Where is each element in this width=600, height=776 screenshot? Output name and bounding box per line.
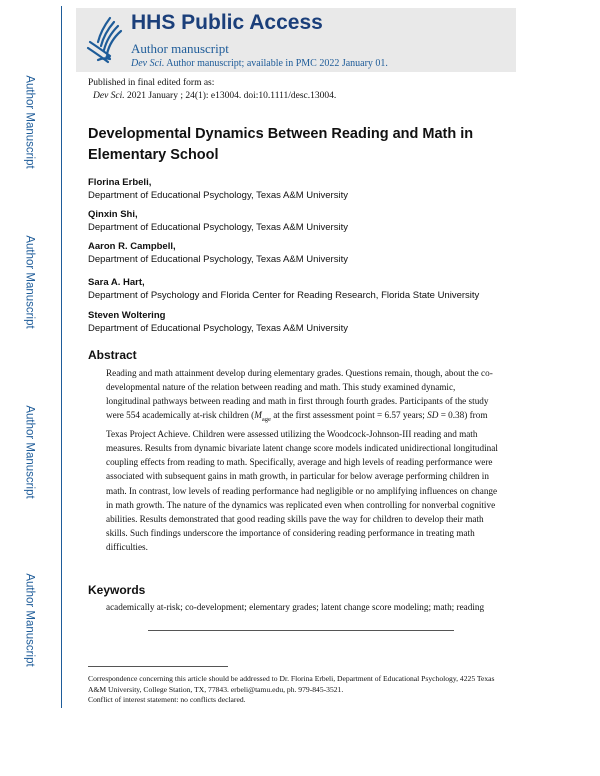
article-title: Developmental Dynamics Between Reading and Math in Elementary School (88, 126, 474, 163)
keywords-text: academically at-risk; co-development; elementary grades; latent change score modeling; math; reading (106, 602, 485, 612)
author-block (88, 241, 348, 267)
footnotes (88, 674, 512, 706)
hhs-title: HHS Public Access (131, 11, 323, 34)
side-label: Author Manuscript (24, 405, 37, 499)
hhs-eagle-logo-icon (80, 12, 126, 68)
correspondence-note: Correspondence concerning this article should be addressed to Dr. Florina Erbeli, Department of Educational Psychology, 4225 Texas A&M University, College Station, TX, 77843. erbeli@tamu.edu, ph. 979-845-3521. (88, 674, 495, 694)
author-block (88, 277, 479, 303)
author-name: Qinxin Shi, (88, 209, 138, 220)
conflict-note: Conflict of interest statement: no conflicts declared. (88, 695, 246, 704)
author-name: Florina Erbeli, (88, 177, 152, 188)
author-name: Sara A. Hart, (88, 277, 145, 288)
side-label: Author Manuscript (24, 75, 37, 169)
author-block (88, 209, 348, 235)
author-block (88, 177, 348, 203)
author-name: Aaron R. Campbell, (88, 241, 176, 252)
author-affiliation: Department of Educational Psychology, Texas A&M University (88, 323, 348, 334)
author-affiliation: Department of Educational Psychology, Texas A&M University (88, 190, 348, 201)
margin-rule (61, 6, 62, 708)
availability-line: Dev Sci. Author manuscript; available in PMC 2022 January 01. (131, 58, 388, 69)
hhs-header (76, 8, 516, 72)
abstract-heading: Abstract (88, 348, 137, 362)
publication-info: Published in final edited form as: Dev Sci. 2021 January ; 24(1): e13004. doi:10.1111/desc.13004. (88, 78, 337, 101)
author-name: Steven Woltering (88, 310, 166, 321)
author-affiliation: Department of Psychology and Florida Center for Reading Research, Florida State University (88, 290, 480, 301)
author-block (88, 310, 348, 336)
manuscript-type: Author manuscript (131, 41, 229, 56)
side-label: Author Manuscript (24, 573, 37, 667)
section-divider (148, 630, 454, 631)
keywords-heading: Keywords (88, 583, 146, 597)
side-label: Author Manuscript (24, 235, 37, 329)
author-affiliation: Department of Educational Psychology, Texas A&M University (88, 222, 348, 233)
abstract-text: Reading and math attainment develop during elementary grades. Questions remain, though, about the co-developmental nature of the relation between reading and math. This study examined dynamic, longitudinal pathways between reading and math in first through fourth grades. Participants of the study were 554 academically at-risk children ($M_{age}$ at the first assessment point = 6.57 years; SD = 0.38) from Texas Project Achieve. Children were assessed utilizing the Woodcock-Johnson-III reading and math measures. Results from dynamic bivariate latent change score models indicated unidirectional longitudinal coupling effects from reading to math. Specifically, average and high levels of reading performance were associated with subsequent gains in math growth, in particular for below average performing children in math. In contrast, low levels of reading performance had negligible or no amplifying influences on change in math growth. The nature of the dynamics was replicated even when controlling for nonverbal cognitive abilities. Results demonstrated that good reading skills pave the way for children to develop their math skills. Such findings underscore the importance of considering reading performance in treating math difficulties. (106, 368, 498, 552)
footnote-divider (88, 666, 228, 667)
author-affiliation: Department of Educational Psychology, Texas A&M University (88, 254, 348, 265)
